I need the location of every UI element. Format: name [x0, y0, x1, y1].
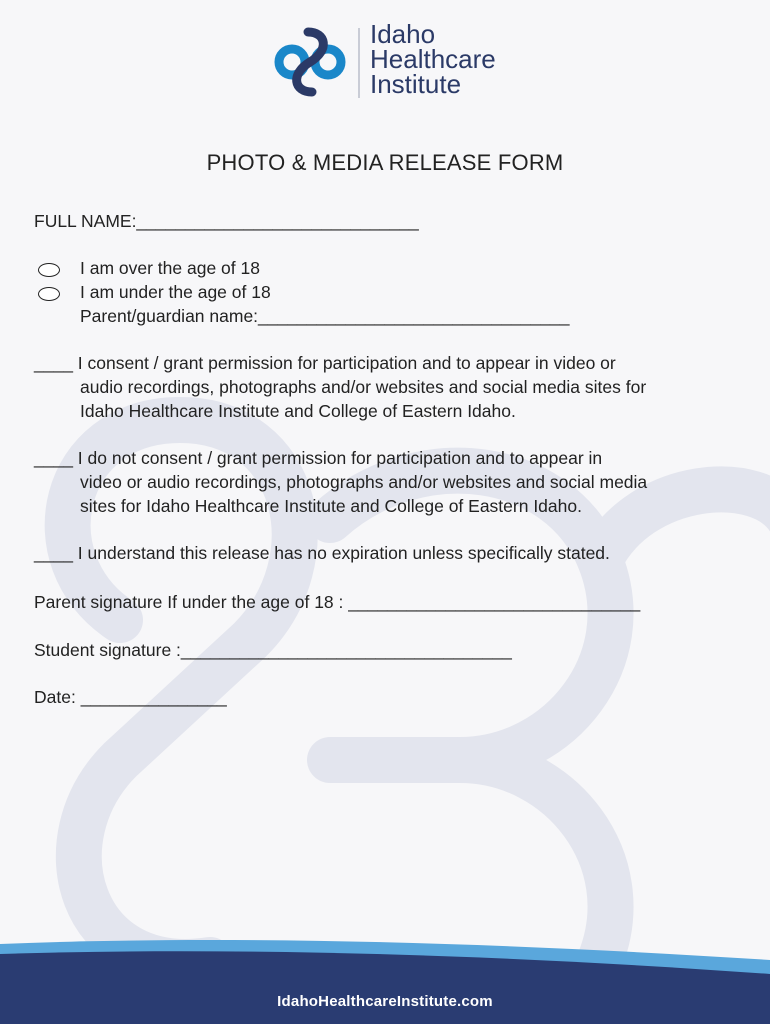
under-18-radio[interactable] [38, 287, 60, 301]
over-18-radio[interactable] [38, 263, 60, 277]
no-consent-line-1[interactable]: ____ I do not consent / grant permission for participation and to appear in [34, 448, 603, 468]
no-consent-line-2: video or audio recordings, photographs and/or websites and social media [80, 472, 648, 492]
full-name-field[interactable]: FULL NAME:_____________________________ [34, 211, 419, 231]
logo-line-3: Institute [370, 69, 462, 99]
logo-divider [358, 28, 360, 98]
student-signature-field[interactable]: Student signature :__________________________________ [34, 640, 512, 660]
over-18-label: I am over the age of 18 [80, 258, 260, 278]
institute-logo [268, 20, 508, 102]
logo-line-2: Healthcare [370, 44, 496, 74]
guardian-name-field[interactable]: Parent/guardian name:________________________________ [80, 306, 570, 326]
parent-signature-field[interactable]: Parent signature If under the age of 18 : ______________________________ [34, 592, 641, 612]
logo-wordmark [370, 19, 496, 99]
logo-line-1: Idaho [370, 19, 436, 49]
consent-line-3: Idaho Healthcare Institute and College of Eastern Idaho. [80, 401, 516, 421]
no-consent-line-3: sites for Idaho Healthcare Institute and College of Eastern Idaho. [80, 496, 582, 516]
footer-website-link[interactable]: IdahoHealthcareInstitute.com [277, 993, 493, 1010]
under-18-label: I am under the age of 18 [80, 282, 271, 302]
consent-line-1[interactable]: ____ I consent / grant permission for participation and to appear in video or [34, 353, 616, 373]
understand-statement[interactable]: ____ I understand this release has no expiration unless specifically stated. [34, 543, 610, 563]
institute-logo-icon [268, 22, 352, 102]
consent-line-2: audio recordings, photographs and/or websites and social media sites for [80, 377, 647, 397]
form-title: PHOTO & MEDIA RELEASE FORM [206, 150, 564, 175]
date-field[interactable]: Date: _______________ [34, 687, 227, 707]
